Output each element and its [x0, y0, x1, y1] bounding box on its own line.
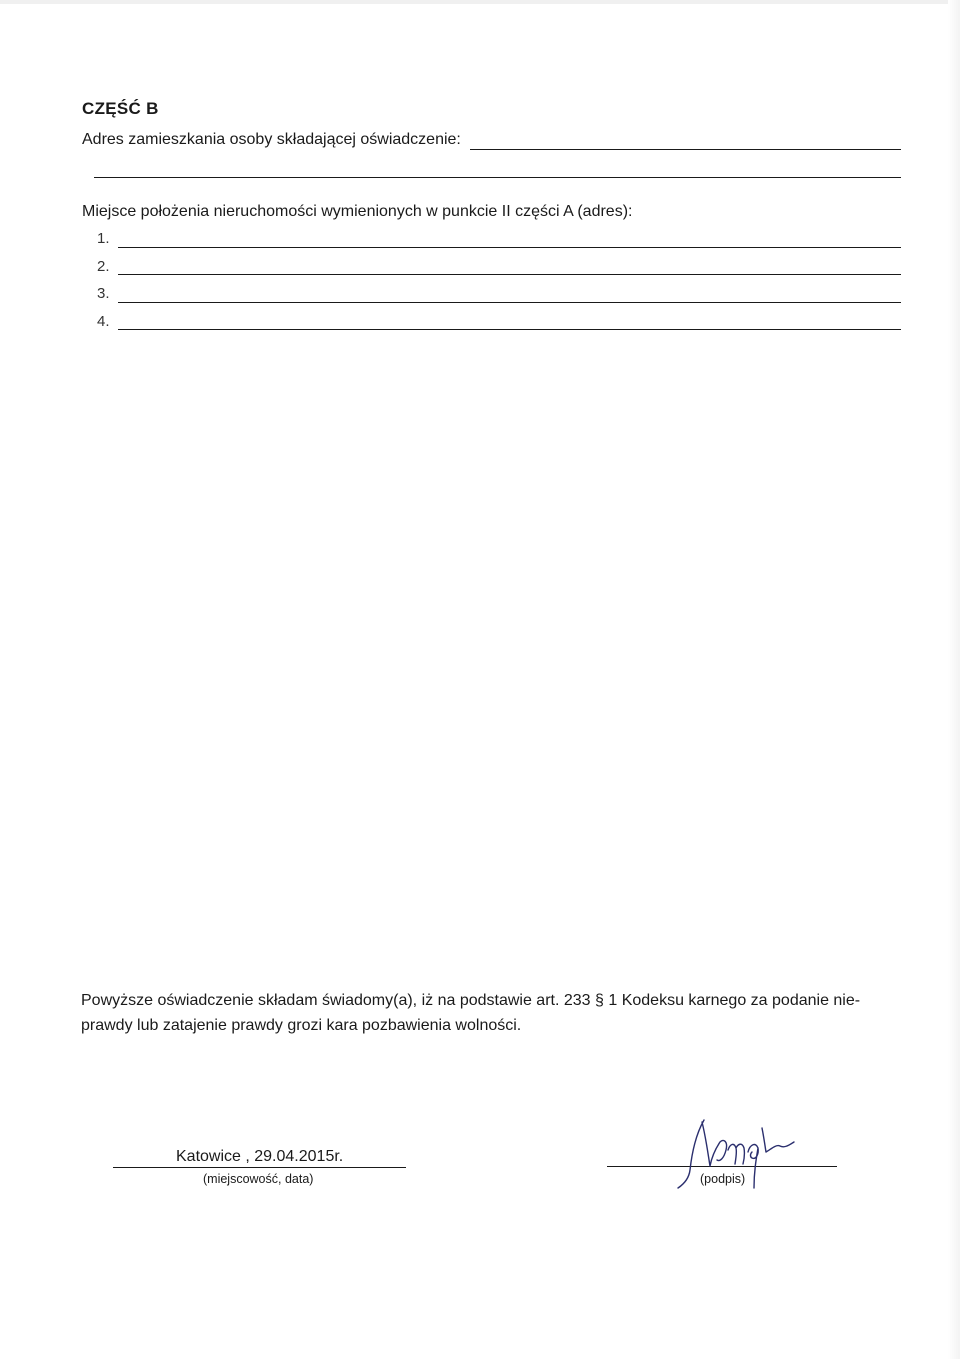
address-number-4: 4.: [97, 313, 110, 330]
place-date-value: Katowice , 29.04.2015r.: [176, 1148, 344, 1165]
scan-top-edge: [0, 0, 960, 4]
address-line-2: [118, 274, 901, 275]
residence-label: Adres zamieszkania osoby składającej oświadczenie:: [82, 131, 461, 148]
legal-statement-line-2: prawdy lub zatajenie prawdy grozi kara pozbawienia wolności.: [81, 1017, 522, 1034]
residence-line-2: [94, 177, 901, 178]
address-number-1: 1.: [97, 230, 110, 247]
legal-statement: [81, 988, 881, 1038]
property-location-label: Miejsce położenia nieruchomości wymienionych w punkcie II części A (adres):: [82, 203, 633, 220]
handwritten-signature: [670, 1108, 810, 1193]
legal-statement-line-1: Powyższe oświadczenie składam świadomy(a), iż na podstawie art. 233 § 1 Kodeksu karnego za podanie nie-: [81, 992, 861, 1009]
residence-line-1: [470, 149, 901, 150]
section-title: CZĘŚĆ B: [82, 99, 159, 118]
place-date-line: [113, 1167, 406, 1168]
scan-right-edge: [948, 0, 960, 1359]
signature-caption: (podpis): [700, 1172, 746, 1186]
place-date-caption: (miejscowość, data): [203, 1172, 314, 1186]
address-line-3: [118, 302, 901, 303]
address-line-1: [118, 247, 901, 248]
address-line-4: [118, 329, 901, 330]
address-number-2: 2.: [97, 258, 110, 275]
address-number-3: 3.: [97, 285, 110, 302]
